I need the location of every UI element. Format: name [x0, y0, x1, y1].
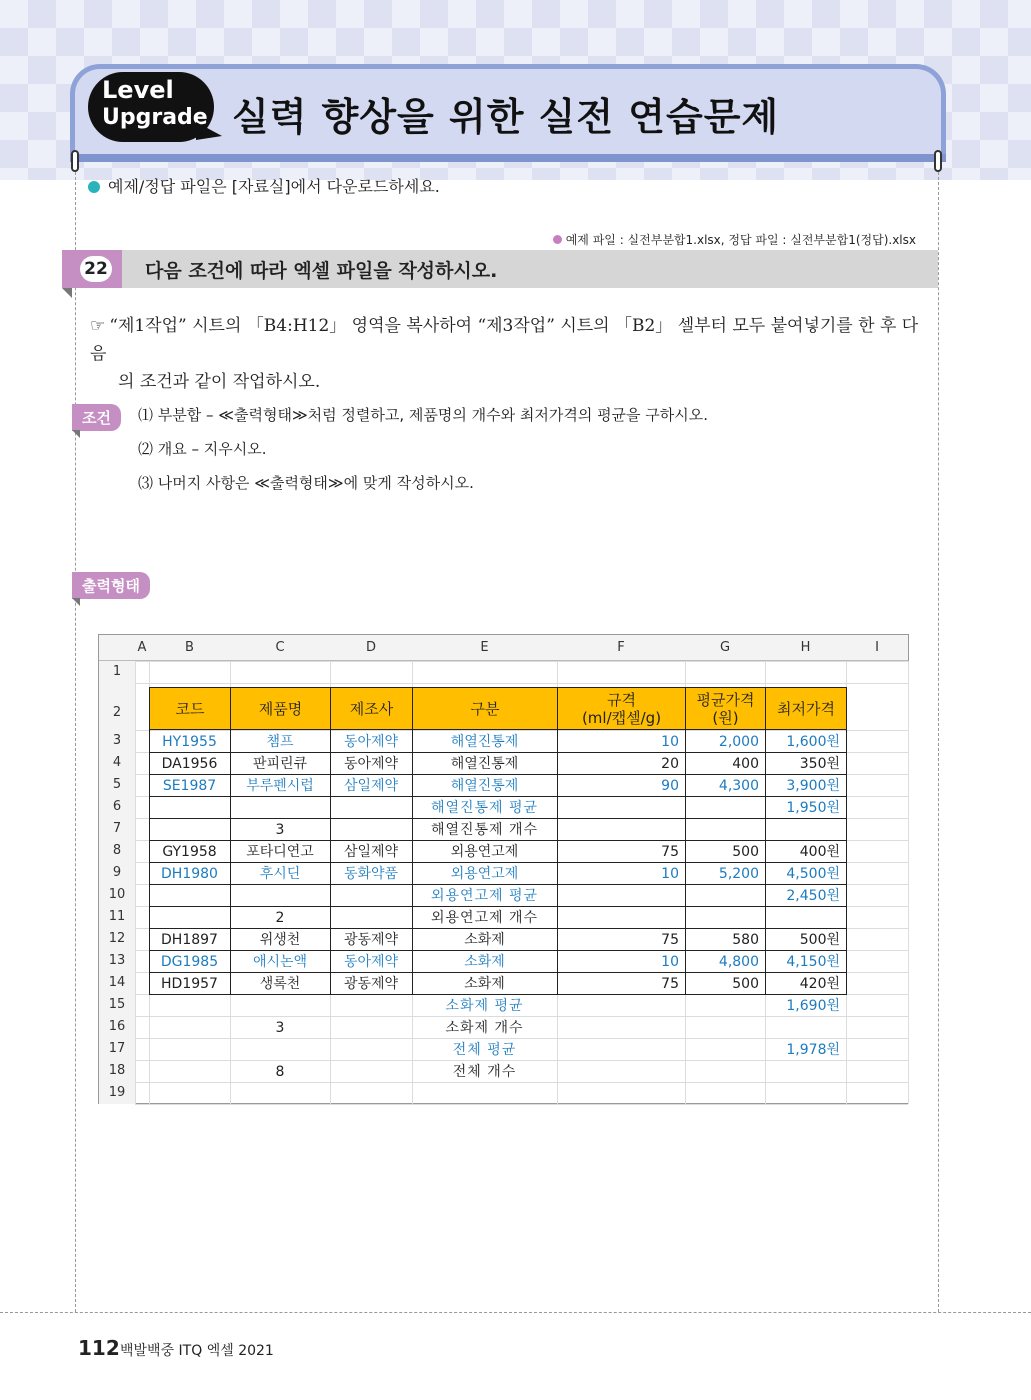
binder-pin-left: [71, 150, 79, 172]
column-header-b[interactable]: B: [149, 635, 230, 661]
cell-f5[interactable]: 90: [661, 778, 679, 794]
cell-g3[interactable]: 2,000: [718, 734, 759, 750]
cell-g12[interactable]: 580: [732, 932, 759, 948]
row-header-11[interactable]: 11: [99, 906, 135, 928]
file-note: [553, 231, 916, 248]
instruction: [90, 312, 930, 396]
cell-h16[interactable]: [765, 1016, 846, 1038]
question-number: 22: [80, 256, 112, 282]
condition-3: ⑶ 나머지 사항은 ≪출력형태≫에 맞게 작성하시오.: [138, 474, 474, 492]
cell-d3[interactable]: 동아제약: [343, 734, 399, 750]
cell-d16[interactable]: [330, 1016, 412, 1038]
cell-g5[interactable]: 4,300: [718, 778, 759, 794]
cell-h13[interactable]: 4,150원: [786, 954, 840, 970]
cell-g18[interactable]: [685, 1060, 765, 1082]
table-hline: [149, 972, 846, 973]
row-header-6[interactable]: 6: [99, 796, 135, 818]
badge-line1: Level: [102, 76, 174, 104]
cell-c8[interactable]: 포타디연고: [246, 844, 314, 860]
row-header-9[interactable]: 9: [99, 862, 135, 884]
cell-d18[interactable]: [330, 1060, 412, 1082]
row-header-1[interactable]: 1: [99, 661, 135, 683]
condition-1: ⑴ 부분합 – ≪출력형태≫처럼 정렬하고, 제품명의 개수와 최저가격의 평균을 구하시오.: [138, 406, 709, 424]
cell-g4[interactable]: 400: [732, 756, 759, 772]
cell-c11[interactable]: 2: [275, 910, 285, 926]
row-header-13[interactable]: 13: [99, 950, 135, 972]
row-header-17[interactable]: 17: [99, 1038, 135, 1060]
cell-d12[interactable]: 광동제약: [343, 932, 399, 948]
grid-hline: [135, 1104, 908, 1105]
binder-pin-right: [934, 150, 942, 172]
cell-b13[interactable]: DG1985: [160, 954, 219, 970]
badge-tail: [196, 122, 222, 140]
row-header-10[interactable]: 10: [99, 884, 135, 906]
page-number: 112: [78, 1336, 120, 1360]
table-hline: [149, 862, 846, 863]
grid-hline: [135, 683, 908, 684]
cell-f17[interactable]: [557, 1038, 685, 1060]
cell-b15[interactable]: [149, 994, 230, 1016]
instruction-line2: 의 조건과 같이 작업하시오.: [118, 372, 321, 392]
conditions-tag: 조건: [72, 404, 121, 431]
output-tag-fold: [72, 598, 80, 606]
right-guide-line: [938, 172, 939, 1312]
cell-f3[interactable]: 10: [661, 734, 679, 750]
cell-f16[interactable]: [557, 1016, 685, 1038]
table-outline: [149, 687, 847, 995]
left-guide-line: [75, 172, 76, 1312]
cell-c16[interactable]: 3: [275, 1020, 285, 1036]
header-manufacturer-text: 제조사: [349, 699, 394, 718]
cell-e15[interactable]: 소화제 평균: [445, 998, 524, 1014]
cell-c7[interactable]: 3: [275, 822, 285, 838]
cell-e17[interactable]: 전체 평균: [452, 1042, 517, 1058]
cell-h5[interactable]: 3,900원: [786, 778, 840, 794]
question-number-box: [62, 250, 122, 288]
output-format-tag: 출력형태: [72, 572, 150, 599]
cell-d14[interactable]: 광동제약: [343, 976, 399, 992]
cell-h6[interactable]: 1,950원: [786, 800, 840, 816]
cell-d9[interactable]: 동화약품: [343, 866, 399, 882]
table-hline: [149, 752, 846, 753]
cell-h12[interactable]: 500원: [799, 932, 840, 948]
instruction-line1: “제1작업” 시트의 「B4:H12」 영역을 복사하여 “제3작업” 시트의 「B2」 셀부터 모두 붙여넣기를 한 후 다음: [90, 316, 919, 364]
badge-line2: Upgrade: [102, 105, 208, 130]
row-header-12[interactable]: 12: [99, 928, 135, 950]
cell-e16[interactable]: 소화제 개수: [445, 1020, 524, 1036]
cell-d5[interactable]: 삼일제약: [343, 778, 399, 794]
row-header-14[interactable]: 14: [99, 972, 135, 994]
cell-h8[interactable]: 400원: [799, 844, 840, 860]
grid-vline: [908, 661, 909, 1104]
cell-d17[interactable]: [330, 1038, 412, 1060]
cell-h18[interactable]: [765, 1060, 846, 1082]
header-spec-text: 규격 (ml/캡셀/g): [581, 690, 662, 727]
header-lowest-price-text: 최저가격: [777, 699, 835, 718]
cell-c14[interactable]: 생록천: [259, 976, 301, 992]
column-header-c[interactable]: C: [230, 635, 330, 661]
cell-e6[interactable]: 해열진통제 평균: [430, 800, 539, 816]
sheet-corner[interactable]: [99, 635, 135, 661]
cell-b5[interactable]: SE1987: [162, 778, 217, 794]
header-code-text: 코드: [175, 699, 205, 718]
cell-c5[interactable]: 부루펜시럽: [246, 778, 314, 794]
cell-b14[interactable]: HD1957: [161, 976, 218, 992]
cell-b16[interactable]: [149, 1016, 230, 1038]
cell-c17[interactable]: [230, 1038, 330, 1060]
file-note-text: 예제 파일 : 실전부분합1.xlsx, 정답 파일 : 실전부분합1(정답).xlsx: [565, 233, 916, 247]
row-header-3[interactable]: 3: [99, 730, 135, 752]
cell-g15[interactable]: [685, 994, 765, 1016]
cell-c4[interactable]: 판피린큐: [252, 756, 308, 772]
column-header-h[interactable]: H: [765, 635, 846, 661]
download-notice: [88, 174, 440, 197]
cell-f18[interactable]: [557, 1060, 685, 1082]
table-hline: [149, 818, 846, 819]
column-header-i[interactable]: I: [846, 635, 908, 661]
cell-e13[interactable]: 소화제: [464, 954, 505, 970]
column-header-a[interactable]: A: [135, 635, 149, 661]
header-average-price-text: 평균가격 (원): [696, 690, 755, 727]
cell-h9[interactable]: 4,500원: [786, 866, 840, 882]
cell-e3[interactable]: 해열진통제: [450, 734, 519, 750]
cell-f9[interactable]: 10: [661, 866, 679, 882]
cell-h17[interactable]: 1,978원: [786, 1042, 840, 1058]
cell-e9[interactable]: 외용연고제: [450, 866, 519, 882]
cell-b12[interactable]: DH1897: [161, 932, 218, 948]
book-title: 백발백중 ITQ 엑셀 2021: [120, 1343, 274, 1359]
cell-e10[interactable]: 외용연고제 평균: [430, 888, 539, 904]
cell-b4[interactable]: DA1956: [161, 756, 218, 772]
cell-e12[interactable]: 소화제: [464, 932, 505, 948]
bullet-dot-icon: [553, 235, 562, 244]
table-hline: [149, 884, 846, 885]
cell-c18[interactable]: 8: [275, 1064, 285, 1080]
cell-b17[interactable]: [149, 1038, 230, 1060]
cell-e5[interactable]: 해열진통제: [450, 778, 519, 794]
cell-b8[interactable]: GY1958: [162, 844, 217, 860]
notice-text: 예제/정답 파일은 [자료실]에서 다운로드하세요.: [108, 177, 440, 196]
table-hline: [149, 906, 846, 907]
table-hline: [149, 950, 846, 951]
cell-f12[interactable]: 75: [661, 932, 679, 948]
cell-d8[interactable]: 삼일제약: [343, 844, 399, 860]
column-header-e[interactable]: E: [412, 635, 557, 661]
cell-f4[interactable]: 20: [661, 756, 679, 772]
bottom-guide-line: [0, 1312, 1031, 1313]
cell-g9[interactable]: 5,200: [718, 866, 759, 882]
row-header-16[interactable]: 16: [99, 1016, 135, 1038]
row-header-2[interactable]: 2: [99, 683, 135, 730]
cell-g17[interactable]: [685, 1038, 765, 1060]
cell-g16[interactable]: [685, 1016, 765, 1038]
cell-e18[interactable]: 전체 개수: [452, 1064, 517, 1080]
cell-f15[interactable]: [557, 994, 685, 1016]
cell-e8[interactable]: 외용연고제: [450, 844, 519, 860]
cell-e11[interactable]: 외용연고제 개수: [430, 910, 539, 926]
table-hline: [149, 928, 846, 929]
cell-e4[interactable]: 해열진통제: [450, 756, 519, 772]
row-header-5[interactable]: 5: [99, 774, 135, 796]
grid-hline: [135, 661, 908, 662]
cell-c9[interactable]: 후시딘: [259, 866, 301, 882]
cell-b9[interactable]: DH1980: [161, 866, 218, 882]
table-hline: [149, 774, 846, 775]
cell-b3[interactable]: HY1955: [162, 734, 217, 750]
cell-g13[interactable]: 4,800: [718, 954, 759, 970]
spreadsheet: [98, 634, 909, 1104]
column-header-f[interactable]: F: [557, 635, 685, 661]
column-header-g[interactable]: G: [685, 635, 765, 661]
cell-c12[interactable]: 위생천: [259, 932, 301, 948]
cell-d13[interactable]: 동아제약: [343, 954, 399, 970]
column-header-d[interactable]: D: [330, 635, 412, 661]
row-header-7[interactable]: 7: [99, 818, 135, 840]
header-product-name-text: 제품명: [258, 699, 303, 718]
cell-f8[interactable]: 75: [661, 844, 679, 860]
row-header-18[interactable]: 18: [99, 1060, 135, 1082]
cell-c13[interactable]: 애시논액: [252, 954, 308, 970]
cell-e7[interactable]: 해열진통제 개수: [430, 822, 539, 838]
cell-h15[interactable]: 1,690원: [786, 998, 840, 1014]
cell-b18[interactable]: [149, 1060, 230, 1082]
header-category-text: 구분: [470, 699, 500, 718]
bullet-dot-icon: [88, 181, 100, 193]
cell-e14[interactable]: 소화제: [464, 976, 505, 992]
conditions-tag-fold: [72, 430, 80, 438]
table-hline: [149, 840, 846, 841]
cell-g8[interactable]: 500: [732, 844, 759, 860]
cell-h14[interactable]: 420원: [799, 976, 840, 992]
cell-d4[interactable]: 동아제약: [343, 756, 399, 772]
page-title: 실력 향상을 위한 실전 연습문제: [232, 95, 780, 139]
row-header-4[interactable]: 4: [99, 752, 135, 774]
row-header-8[interactable]: 8: [99, 840, 135, 862]
cell-g14[interactable]: 500: [732, 976, 759, 992]
row-header-19[interactable]: 19: [99, 1082, 135, 1104]
cell-f14[interactable]: 75: [661, 976, 679, 992]
pointing-hand-icon: ☞: [90, 316, 106, 336]
cell-h10[interactable]: 2,450원: [786, 888, 840, 904]
cell-h4[interactable]: 350원: [799, 756, 840, 772]
cell-d15[interactable]: [330, 994, 412, 1016]
question-text: 다음 조건에 따라 엑셀 파일을 작성하시오.: [145, 260, 498, 282]
table-hline: [149, 796, 846, 797]
header-bar: [70, 154, 946, 162]
cell-c15[interactable]: [230, 994, 330, 1016]
grid-hline: [135, 1082, 908, 1083]
row-header-15[interactable]: 15: [99, 994, 135, 1016]
cell-c3[interactable]: 챔프: [266, 734, 294, 750]
cell-f13[interactable]: 10: [661, 954, 679, 970]
question-fold: [62, 288, 72, 298]
cell-h3[interactable]: 1,600원: [786, 734, 840, 750]
condition-2: ⑵ 개요 – 지우시오.: [138, 440, 267, 458]
